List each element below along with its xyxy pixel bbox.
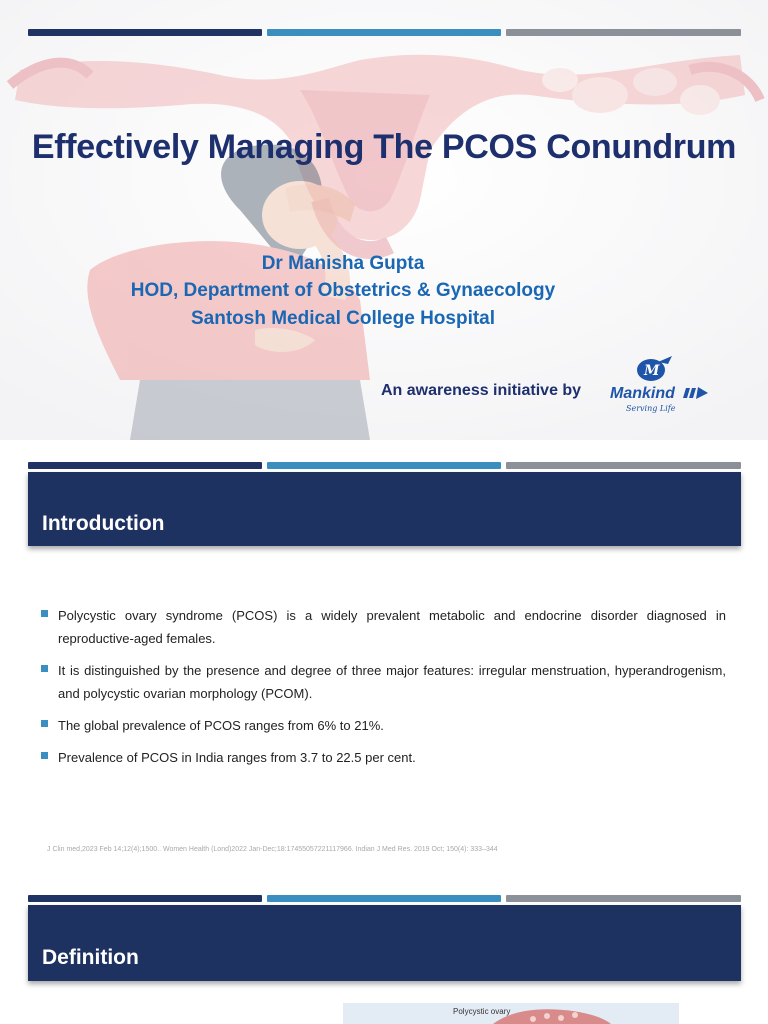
list-item: The global prevalence of PCOS ranges from 6% to 21%. (40, 714, 726, 737)
svg-text:Polycystic ovary: Polycystic ovary (453, 1007, 511, 1016)
mankind-logo (606, 356, 710, 416)
divider-bar-gray (506, 29, 741, 36)
divider-bar-gray (506, 895, 741, 902)
definition-header-panel (28, 905, 741, 981)
list-item: Polycystic ovary syndrome (PCOS) is a widely prevalent metabolic and endocrine disorder diagnosed in reproductive-aged females. (40, 604, 726, 650)
author-name: Dr Manisha Gupta (261, 253, 425, 274)
bullet-square-icon (41, 610, 48, 617)
divider-bar-navy (28, 895, 262, 902)
author-role: HOD, Department of Obstetrics & Gynaecology (130, 280, 556, 301)
awareness-text: An awareness initiative by (381, 382, 582, 399)
polycystic-ovary-image (343, 1003, 679, 1024)
divider-bar-blue (267, 895, 501, 902)
introduction-bullet-list (40, 604, 726, 778)
decorative-bars-top (28, 29, 741, 37)
divider-bar-blue (267, 462, 501, 469)
bullet-square-icon (41, 720, 48, 727)
author-institution: Santosh Medical College Hospital (190, 308, 496, 329)
list-item: It is distinguished by the presence and degree of three major features: irregular menstruation, hyperandrogenism, and polycystic ovarian morphology (PCOM). (40, 659, 726, 705)
bullet-square-icon (41, 665, 48, 672)
svg-text:Mankind: Mankind (610, 385, 675, 402)
svg-text:M: M (644, 363, 660, 379)
section-heading-introduction: Introduction (42, 512, 165, 535)
list-item: Prevalence of PCOS in India ranges from 3.7 to 22.5 per cent. (40, 746, 726, 769)
divider-bar-navy (28, 462, 262, 469)
divider-bar-navy (28, 29, 262, 36)
ovary-diagram-icon (343, 1003, 679, 1024)
slide-title: Effectively Managing The PCOS Conundrum (31, 128, 737, 166)
references-footnote: J Clin med,2023 Feb 14;12(4);1500.. Women Health (Lond)2022 Jan-Dec;18:17455057221117966. Indian J Med Res. 2019 Oct; 150(4): 333–344 (47, 846, 498, 853)
decorative-bars-intro (28, 462, 741, 470)
decorative-bars-definition (28, 895, 741, 903)
bullet-square-icon (41, 752, 48, 759)
divider-bar-blue (267, 29, 501, 36)
mankind-logo-icon (606, 356, 710, 416)
section-heading-definition: Definition (42, 946, 139, 969)
divider-bar-gray (506, 462, 741, 469)
title-slide (0, 0, 768, 440)
svg-text:Serving Life: Serving Life (626, 404, 676, 413)
introduction-header-panel (28, 472, 741, 546)
